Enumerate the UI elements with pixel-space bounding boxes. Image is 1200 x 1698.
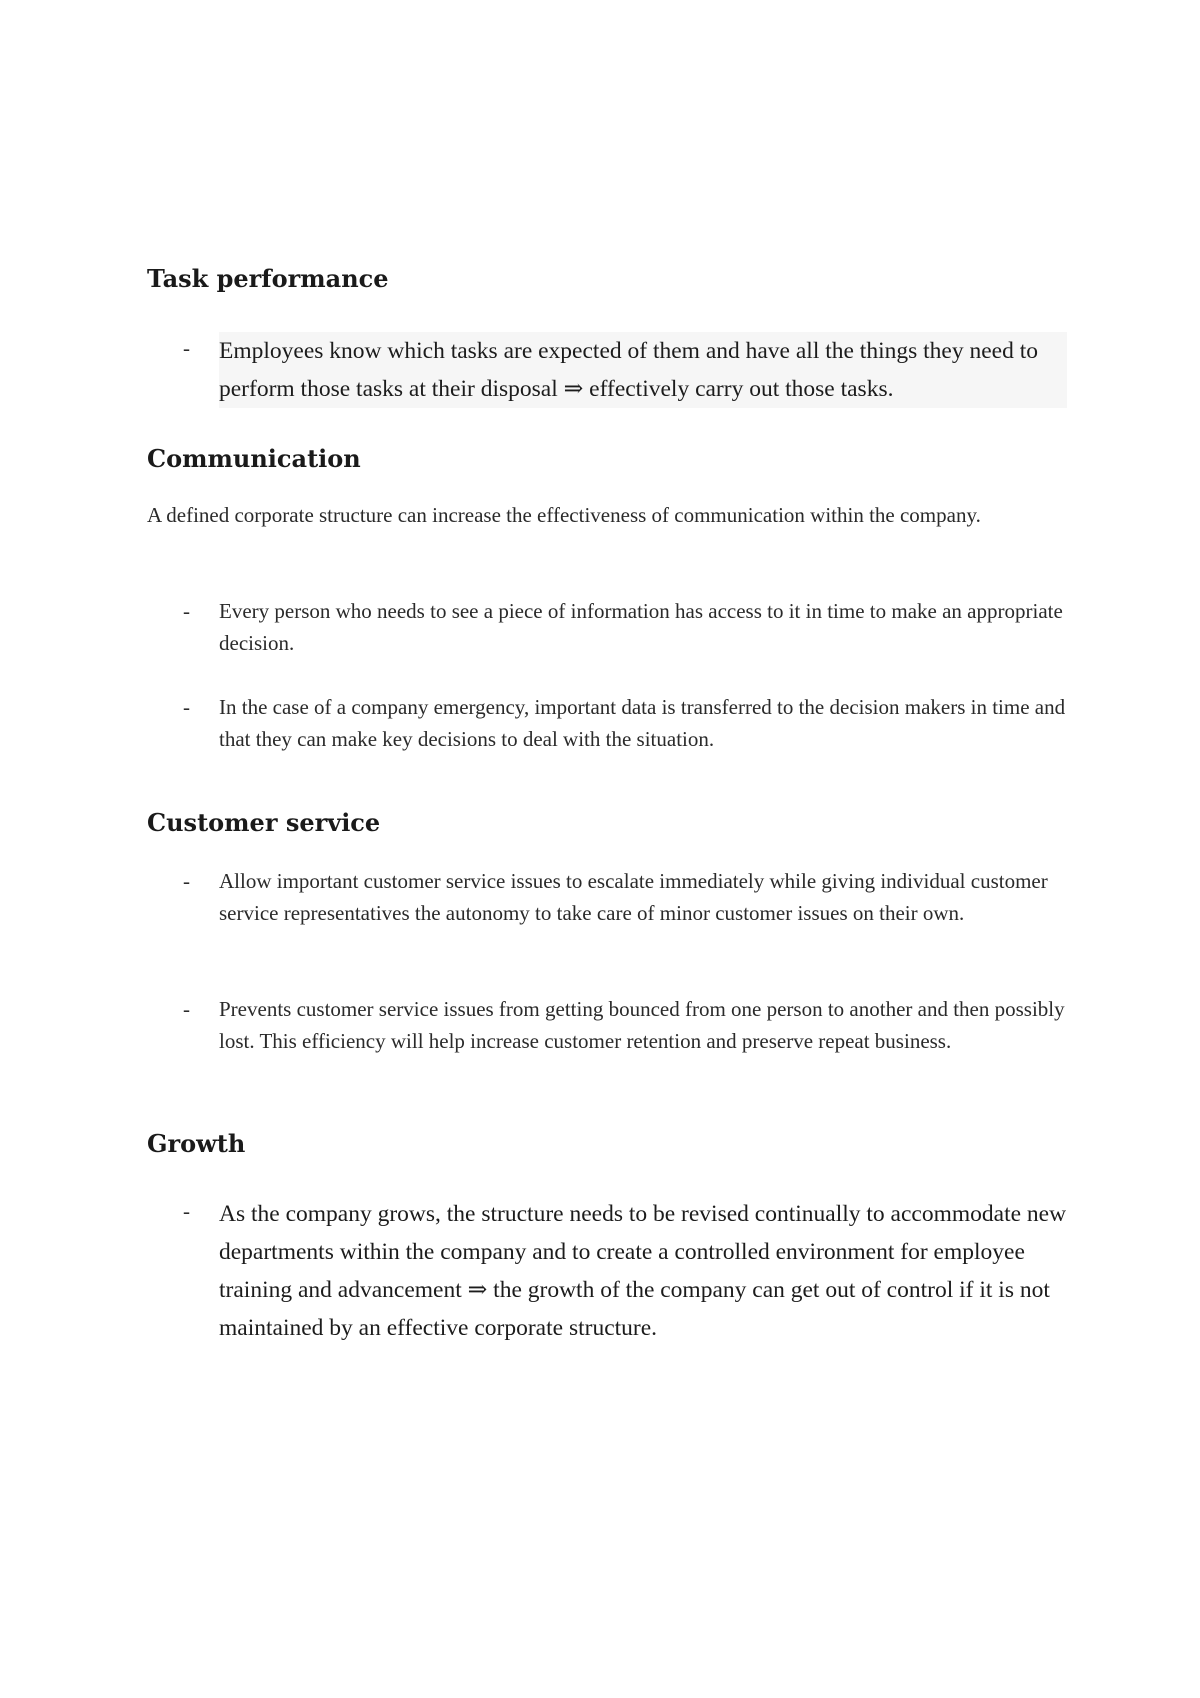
bullet-text: Employees know which tasks are expected of them and have all the things they need to perform those tasks at their disposal ⇒ effectively carry out those tasks. [219,332,1067,408]
bullet-dash: - [183,1199,190,1223]
bullet-dash: - [183,336,190,360]
bullet-text: Allow important customer service issues to escalate immediately while giving individual customer service representatives the autonomy to take care of minor customer issues on their own. [219,869,1048,925]
bullet-text: In the case of a company emergency, important data is transferred to the decision makers in time and that they can make key decisions to deal with the situation. [219,695,1066,751]
bullet-text: Prevents customer service issues from getting bounced from one person to another and then possibly lost. This efficiency will help increase customer retention and preserve repeat business. [219,997,1065,1053]
bullet-dash: - [183,599,190,623]
heading-communication: Communication [147,444,361,473]
communication-intro: A defined corporate structure can increase the effectiveness of communication within the company. [147,503,981,527]
bullet-dash: - [183,695,190,719]
bullet-dash: - [183,997,190,1021]
heading-task-performance: Task performance [147,264,389,293]
bullet-text: Every person who needs to see a piece of information has access to it in time to make an appropriate decision. [219,599,1063,655]
heading-customer-service: Customer service [147,808,381,837]
bullet-dash: - [183,869,190,893]
heading-growth: Growth [147,1129,246,1158]
bullet-text: As the company grows, the structure needs to be revised continually to accommodate new departments within the company and to create a controlled environment for employee training and advancement ⇒ the growth of the company can get out of control if it is not maintained by an effective corporate structure. [219,1201,1067,1341]
